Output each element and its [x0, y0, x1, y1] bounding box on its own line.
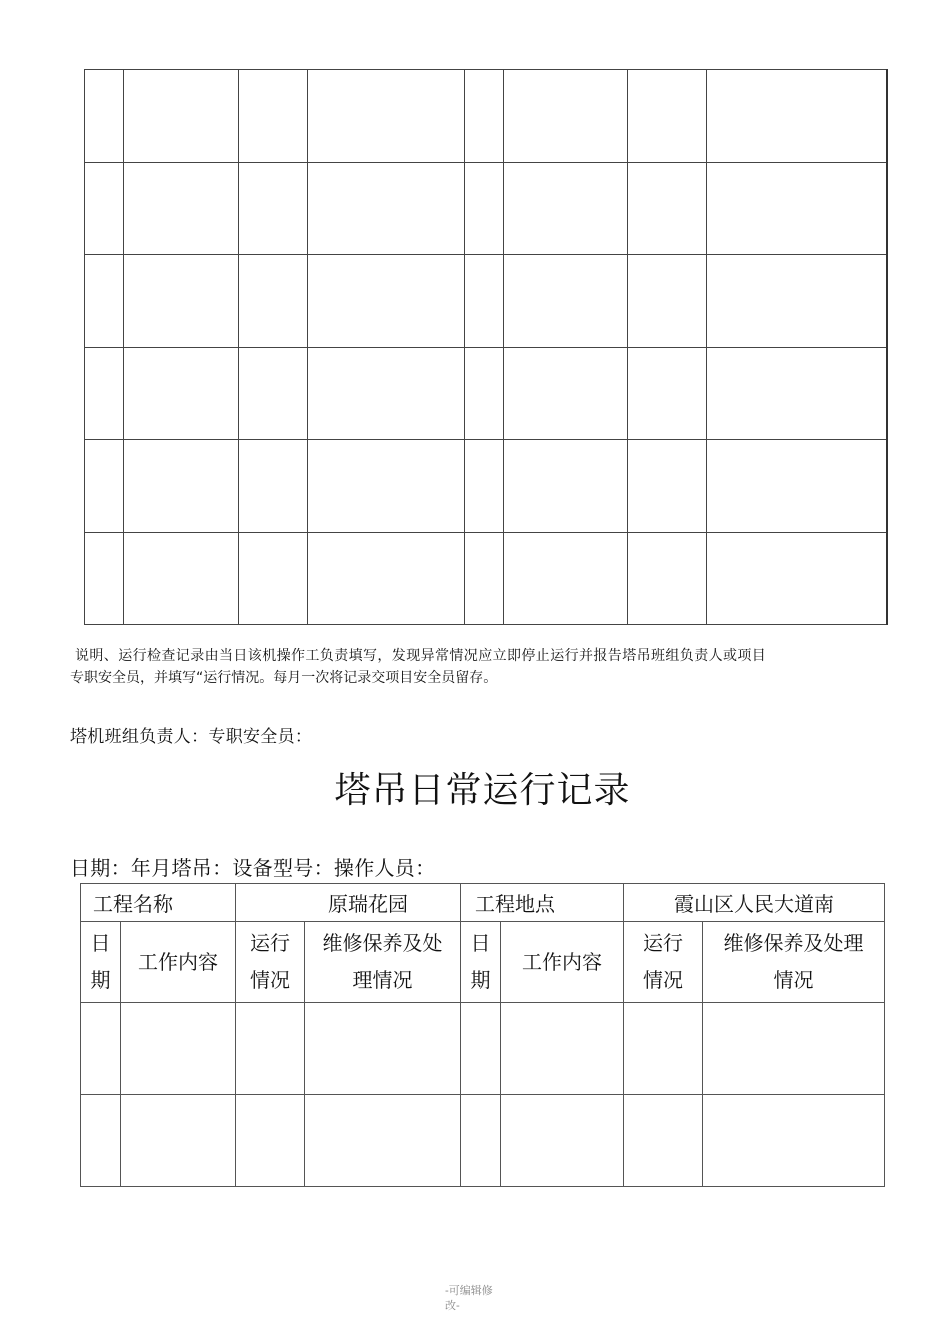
column-header-row [81, 922, 885, 1003]
table-cell[interactable] [465, 532, 504, 625]
table-cell[interactable] [308, 440, 465, 533]
table-cell[interactable] [236, 1095, 305, 1187]
header-maintenance-right-line-1: 维修保养及处理 [723, 931, 864, 955]
table-cell[interactable] [239, 162, 308, 255]
table-row [85, 532, 887, 625]
table-cell[interactable] [239, 255, 308, 348]
table-cell[interactable] [81, 1003, 121, 1095]
table-cell[interactable] [501, 1095, 624, 1187]
table-cell[interactable] [707, 70, 887, 163]
page-footer [445, 1283, 493, 1313]
header-date [81, 922, 121, 1003]
table-cell[interactable] [85, 70, 124, 163]
table-cell[interactable] [703, 1095, 885, 1187]
document-title: 塔吊日常运行记录 [334, 770, 631, 811]
table-cell[interactable] [308, 70, 465, 163]
table-cell[interactable] [124, 162, 239, 255]
table-cell[interactable] [707, 440, 887, 533]
table-cell[interactable] [308, 162, 465, 255]
header-run-status-right-line-1: 运行 [643, 931, 683, 955]
table-cell[interactable] [121, 1095, 236, 1187]
project-info-row [81, 884, 885, 922]
table-cell[interactable] [461, 1003, 501, 1095]
table-cell[interactable] [504, 440, 628, 533]
table-cell[interactable] [308, 532, 465, 625]
header-run-status-line-1: 运行 [250, 931, 290, 955]
table-cell[interactable] [707, 347, 887, 440]
header-work-content-right: 工作内容 [501, 922, 624, 1003]
table-cell[interactable] [305, 1095, 461, 1187]
table-cell[interactable] [504, 162, 628, 255]
project-location-label: 工程地点 [461, 884, 624, 922]
footer-line-1: -可编辑修 [445, 1284, 493, 1297]
header-maintenance-line-1: 维修保养及处 [322, 931, 443, 955]
table-cell[interactable] [624, 1095, 703, 1187]
header-maintenance-right-line-2: 情况 [773, 968, 814, 992]
table-cell[interactable] [501, 1003, 624, 1095]
header-date-right-line-1: 日 [470, 931, 491, 955]
table-cell[interactable] [124, 70, 239, 163]
record-meta-line: 日期：年月塔吊：设备型号：操作人员： [70, 856, 436, 880]
table-cell[interactable] [628, 162, 707, 255]
table-cell[interactable] [308, 347, 465, 440]
table-cell[interactable] [85, 255, 124, 348]
project-name-label: 工程名称 [81, 884, 236, 922]
instruction-note-line-2: 专职安全员，并填写“运行情况。每月一次将记录交项目安全员留存。 [70, 670, 498, 686]
signature-line: 塔机班组负责人：专职安全员： [70, 727, 313, 747]
table-cell[interactable] [236, 1003, 305, 1095]
instruction-note [70, 645, 900, 689]
table-cell[interactable] [707, 162, 887, 255]
header-maintenance-right [703, 922, 885, 1003]
table-cell[interactable] [85, 532, 124, 625]
table-cell[interactable] [85, 347, 124, 440]
table-row [85, 70, 887, 163]
table-cell[interactable] [504, 70, 628, 163]
header-date-line-2: 期 [90, 968, 111, 992]
table-cell[interactable] [628, 532, 707, 625]
table-cell[interactable] [628, 255, 707, 348]
header-date-right-line-2: 期 [470, 968, 491, 992]
table-cell[interactable] [707, 255, 887, 348]
table-cell[interactable] [624, 1003, 703, 1095]
table-cell[interactable] [239, 532, 308, 625]
table-cell[interactable] [461, 1095, 501, 1187]
table-cell[interactable] [504, 347, 628, 440]
header-date-right [461, 922, 501, 1003]
table-row [85, 162, 887, 255]
table-cell[interactable] [465, 440, 504, 533]
table-cell[interactable] [85, 162, 124, 255]
table-cell[interactable] [239, 440, 308, 533]
project-name-value: 原瑞花园 [236, 884, 461, 922]
table-row [85, 440, 887, 533]
table-row [85, 347, 887, 440]
header-run-status-line-2: 情况 [250, 968, 290, 992]
table-cell[interactable] [239, 70, 308, 163]
header-date-line-1: 日 [90, 931, 111, 955]
header-run-status [236, 922, 305, 1003]
table-cell[interactable] [308, 255, 465, 348]
header-run-status-right-line-2: 情况 [643, 968, 683, 992]
record-table-continuation [84, 69, 888, 625]
instruction-note-line-1: 说明、运行检查记录由当日该机操作工负责填写，发现异常情况应立即停止运行并报告塔吊班组负责人或项目 [75, 648, 767, 664]
daily-run-record-table [80, 883, 885, 1187]
table-cell[interactable] [707, 532, 887, 625]
footer-line-2: 改- [445, 1299, 460, 1312]
table-cell[interactable] [85, 440, 124, 533]
table-cell[interactable] [628, 347, 707, 440]
table-cell[interactable] [81, 1095, 121, 1187]
project-location-value: 霞山区人民大道南 [624, 884, 885, 922]
table-cell[interactable] [121, 1003, 236, 1095]
table-cell[interactable] [124, 440, 239, 533]
table-cell[interactable] [465, 162, 504, 255]
header-work-content: 工作内容 [121, 922, 236, 1003]
header-run-status-right [624, 922, 703, 1003]
header-maintenance-line-2: 理情况 [352, 968, 413, 992]
table-cell[interactable] [504, 532, 628, 625]
table-cell[interactable] [465, 255, 504, 348]
table-cell[interactable] [305, 1003, 461, 1095]
table-cell[interactable] [124, 347, 239, 440]
table-cell[interactable] [628, 440, 707, 533]
table-cell[interactable] [465, 70, 504, 163]
table-cell[interactable] [239, 347, 308, 440]
table-cell[interactable] [703, 1003, 885, 1095]
table-cell[interactable] [628, 70, 707, 163]
table-cell[interactable] [465, 347, 504, 440]
header-maintenance [305, 922, 461, 1003]
table-row [81, 1095, 885, 1187]
table-cell[interactable] [124, 255, 239, 348]
table-cell[interactable] [124, 532, 239, 625]
table-row [81, 1003, 885, 1095]
table-cell[interactable] [504, 255, 628, 348]
table-row [85, 255, 887, 348]
